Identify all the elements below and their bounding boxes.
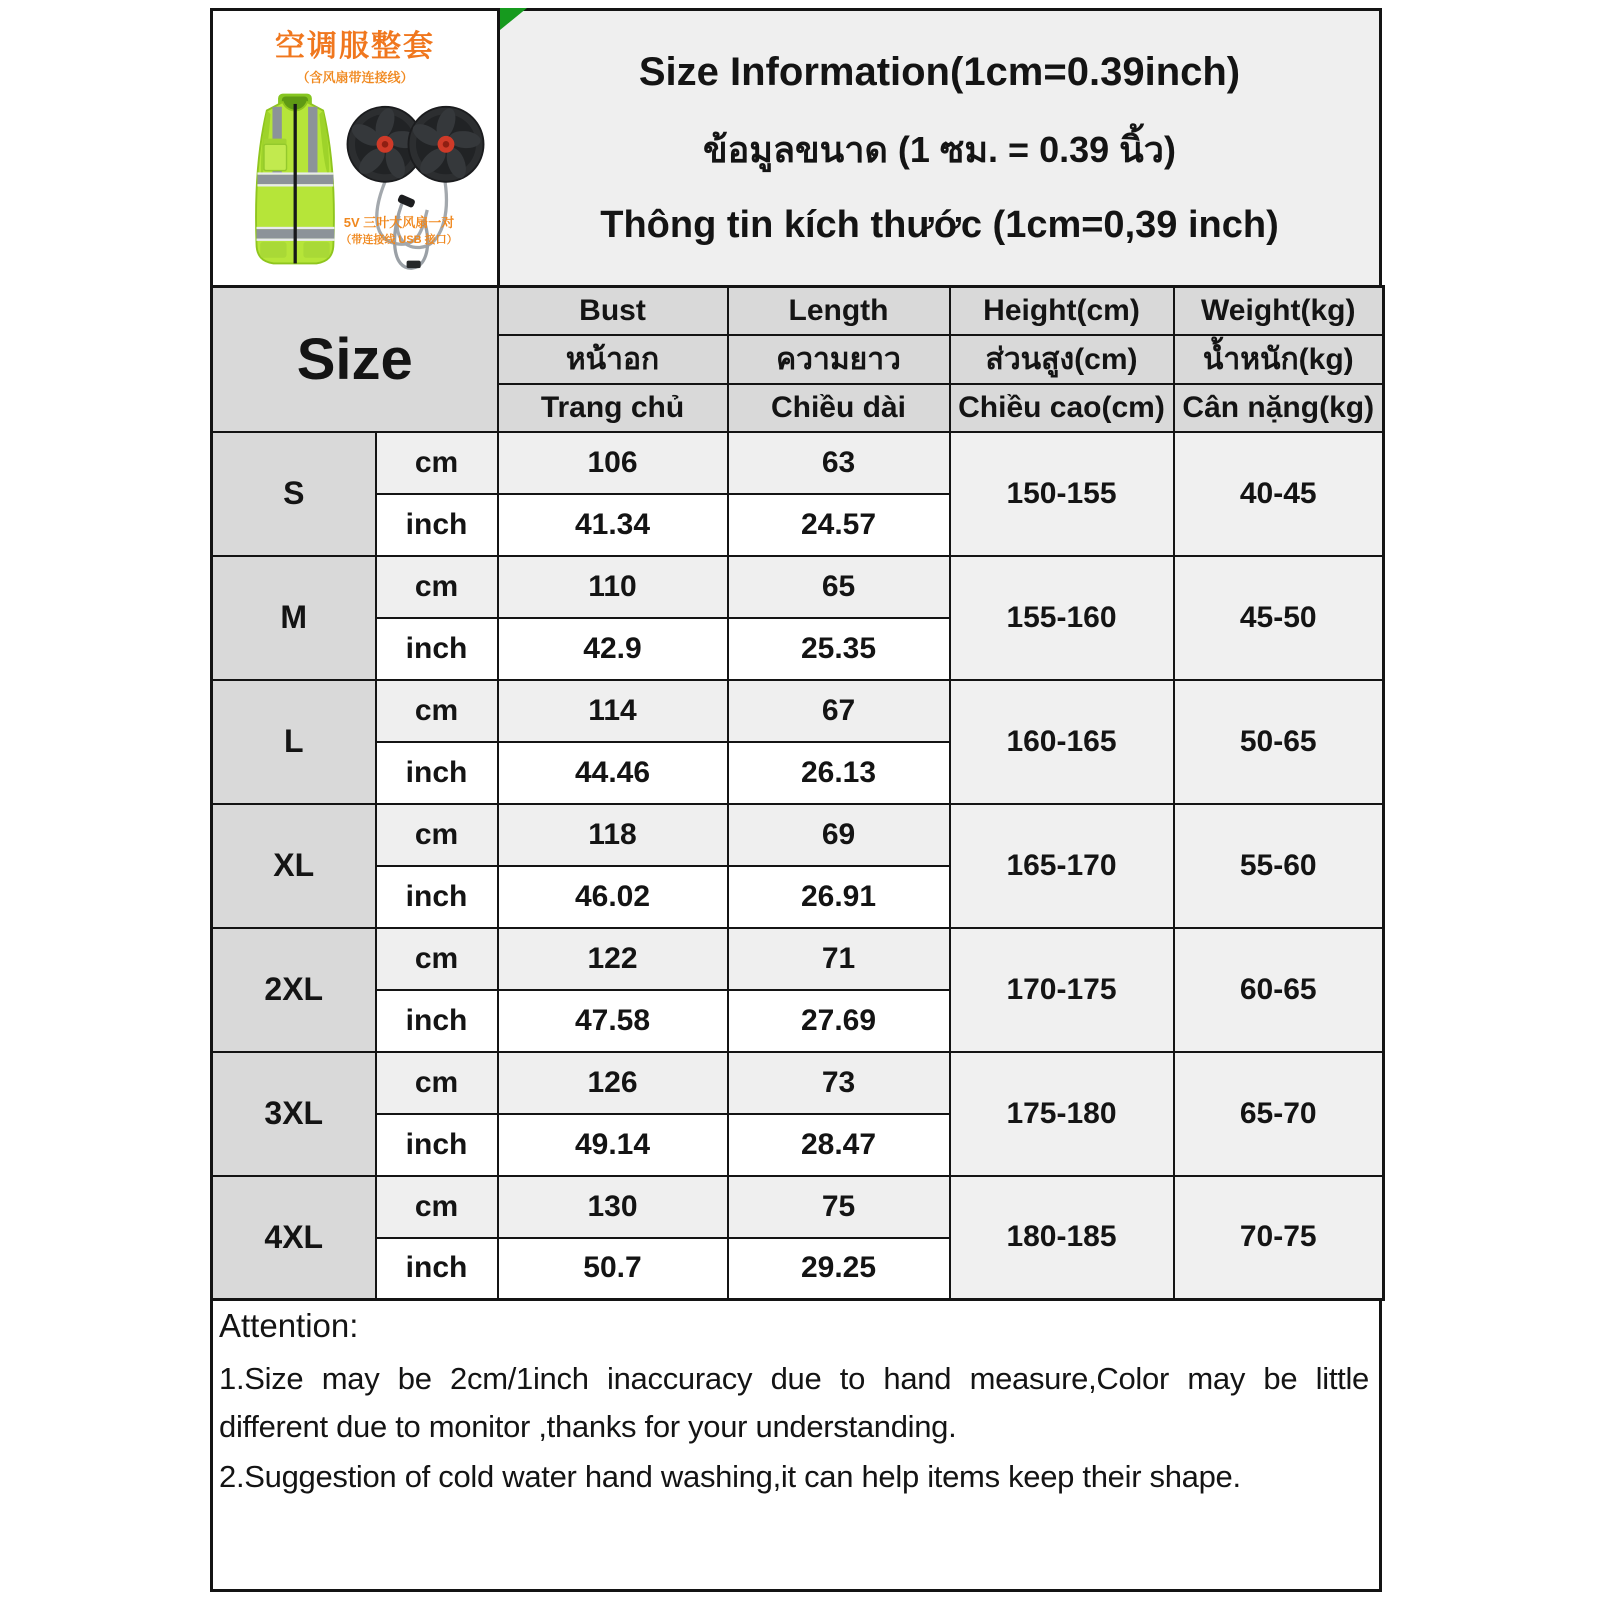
length-inch-value: 24.57 [728, 494, 950, 556]
length-cm-value: 65 [728, 556, 950, 618]
unit-label: inch [376, 742, 498, 804]
attention-box [210, 1301, 1382, 1592]
attention-title: Attention: [219, 1307, 359, 1344]
unit-label: inch [376, 990, 498, 1052]
height-value: 165-170 [950, 804, 1174, 928]
header-height-th: ส่วนสูง(cm) [950, 335, 1174, 384]
length-inch-value: 25.35 [728, 618, 950, 680]
weight-value: 60-65 [1174, 928, 1384, 1052]
bust-inch-value: 50.7 [498, 1238, 728, 1300]
product-photo [215, 88, 495, 285]
length-cm-value: 69 [728, 804, 950, 866]
bust-inch-value: 49.14 [498, 1114, 728, 1176]
size-label: S [212, 432, 376, 556]
bust-cm-value: 118 [498, 804, 728, 866]
unit-label: inch [376, 866, 498, 928]
header-bust-vi: Trang chủ [498, 384, 728, 432]
size-label: 2XL [212, 928, 376, 1052]
header-weight-en: Weight(kg) [1174, 287, 1384, 335]
bust-inch-value: 47.58 [498, 990, 728, 1052]
header-length-en: Length [728, 287, 950, 335]
size-label: L [212, 680, 376, 804]
bust-cm-value: 106 [498, 432, 728, 494]
size-label: 4XL [212, 1176, 376, 1300]
attention-line-1: 1.Size may be 2cm/1inch inaccuracy due to hand measure,Color may be little different due to monitor ,thanks for your understanding. [219, 1361, 1369, 1445]
length-cm-value: 73 [728, 1052, 950, 1114]
header-weight-vi: Cân nặng(kg) [1174, 384, 1384, 432]
size-label: M [212, 556, 376, 680]
unit-label: inch [376, 618, 498, 680]
length-inch-value: 26.91 [728, 866, 950, 928]
page-title-vi: Thông tin kích thước (1cm=0,39 inch) [600, 203, 1279, 246]
height-value: 155-160 [950, 556, 1174, 680]
header-weight-th: น้ำหนัก(kg) [1174, 335, 1384, 384]
bust-inch-value: 46.02 [498, 866, 728, 928]
bust-cm-value: 126 [498, 1052, 728, 1114]
height-value: 175-180 [950, 1052, 1174, 1176]
header-bust-en: Bust [498, 287, 728, 335]
length-inch-value: 27.69 [728, 990, 950, 1052]
bust-cm-value: 114 [498, 680, 728, 742]
unit-label: cm [376, 680, 498, 742]
header-bust-th: หน้าอก [498, 335, 728, 384]
bust-inch-value: 44.46 [498, 742, 728, 804]
fan-note [315, 212, 483, 247]
length-cm-value: 63 [728, 432, 950, 494]
fan-note-line1: 5V 三叶大风扇一对 [343, 215, 455, 230]
weight-value: 55-60 [1174, 804, 1384, 928]
height-value: 180-185 [950, 1176, 1174, 1300]
bust-inch-value: 41.34 [498, 494, 728, 556]
banner-row [210, 8, 1382, 285]
banner-title-cell [500, 11, 1379, 285]
header-height-vi: Chiều cao(cm) [950, 384, 1174, 432]
bust-cm-value: 122 [498, 928, 728, 990]
header-length-th: ความยาว [728, 335, 950, 384]
length-inch-value: 28.47 [728, 1114, 950, 1176]
length-inch-value: 26.13 [728, 742, 950, 804]
unit-label: cm [376, 556, 498, 618]
bust-inch-value: 42.9 [498, 618, 728, 680]
height-value: 150-155 [950, 432, 1174, 556]
bust-cm-value: 130 [498, 1176, 728, 1238]
header-size: Size [212, 287, 498, 432]
length-inch-value: 29.25 [728, 1238, 950, 1300]
product-title-cn: 空调服整套 [275, 30, 435, 63]
weight-value: 70-75 [1174, 1176, 1384, 1300]
size-label: 3XL [212, 1052, 376, 1176]
weight-value: 65-70 [1174, 1052, 1384, 1176]
attention-line-2: 2.Suggestion of cold water hand washing,it can help items keep their shape. [219, 1459, 1241, 1495]
unit-label: inch [376, 494, 498, 556]
height-value: 160-165 [950, 680, 1174, 804]
weight-value: 50-65 [1174, 680, 1384, 804]
header-height-en: Height(cm) [950, 287, 1174, 335]
length-cm-value: 75 [728, 1176, 950, 1238]
green-corner-flag [500, 8, 527, 30]
header-length-vi: Chiều dài [728, 384, 950, 432]
bust-cm-value: 110 [498, 556, 728, 618]
unit-label: cm [376, 432, 498, 494]
unit-label: cm [376, 1052, 498, 1114]
weight-value: 45-50 [1174, 556, 1384, 680]
unit-label: cm [376, 1176, 498, 1238]
unit-label: cm [376, 804, 498, 866]
height-value: 170-175 [950, 928, 1174, 1052]
length-cm-value: 67 [728, 680, 950, 742]
weight-value: 40-45 [1174, 432, 1384, 556]
page-title-en: Size Information(1cm=0.39inch) [638, 49, 1241, 94]
product-image-cell [213, 11, 500, 285]
size-chart-sheet [210, 8, 1382, 1592]
size-table [210, 285, 1385, 1301]
unit-label: inch [376, 1114, 498, 1176]
page-title-th: ข้อมูลขนาด (1 ซม. = 0.39 นิ้ว) [703, 128, 1176, 170]
fan-note-line2: （带连接线 USB 接口） [340, 234, 458, 246]
size-label: XL [212, 804, 376, 928]
unit-label: cm [376, 928, 498, 990]
product-subtitle-cn: （含风扇带连接线） [296, 70, 414, 85]
length-cm-value: 71 [728, 928, 950, 990]
unit-label: inch [376, 1238, 498, 1300]
